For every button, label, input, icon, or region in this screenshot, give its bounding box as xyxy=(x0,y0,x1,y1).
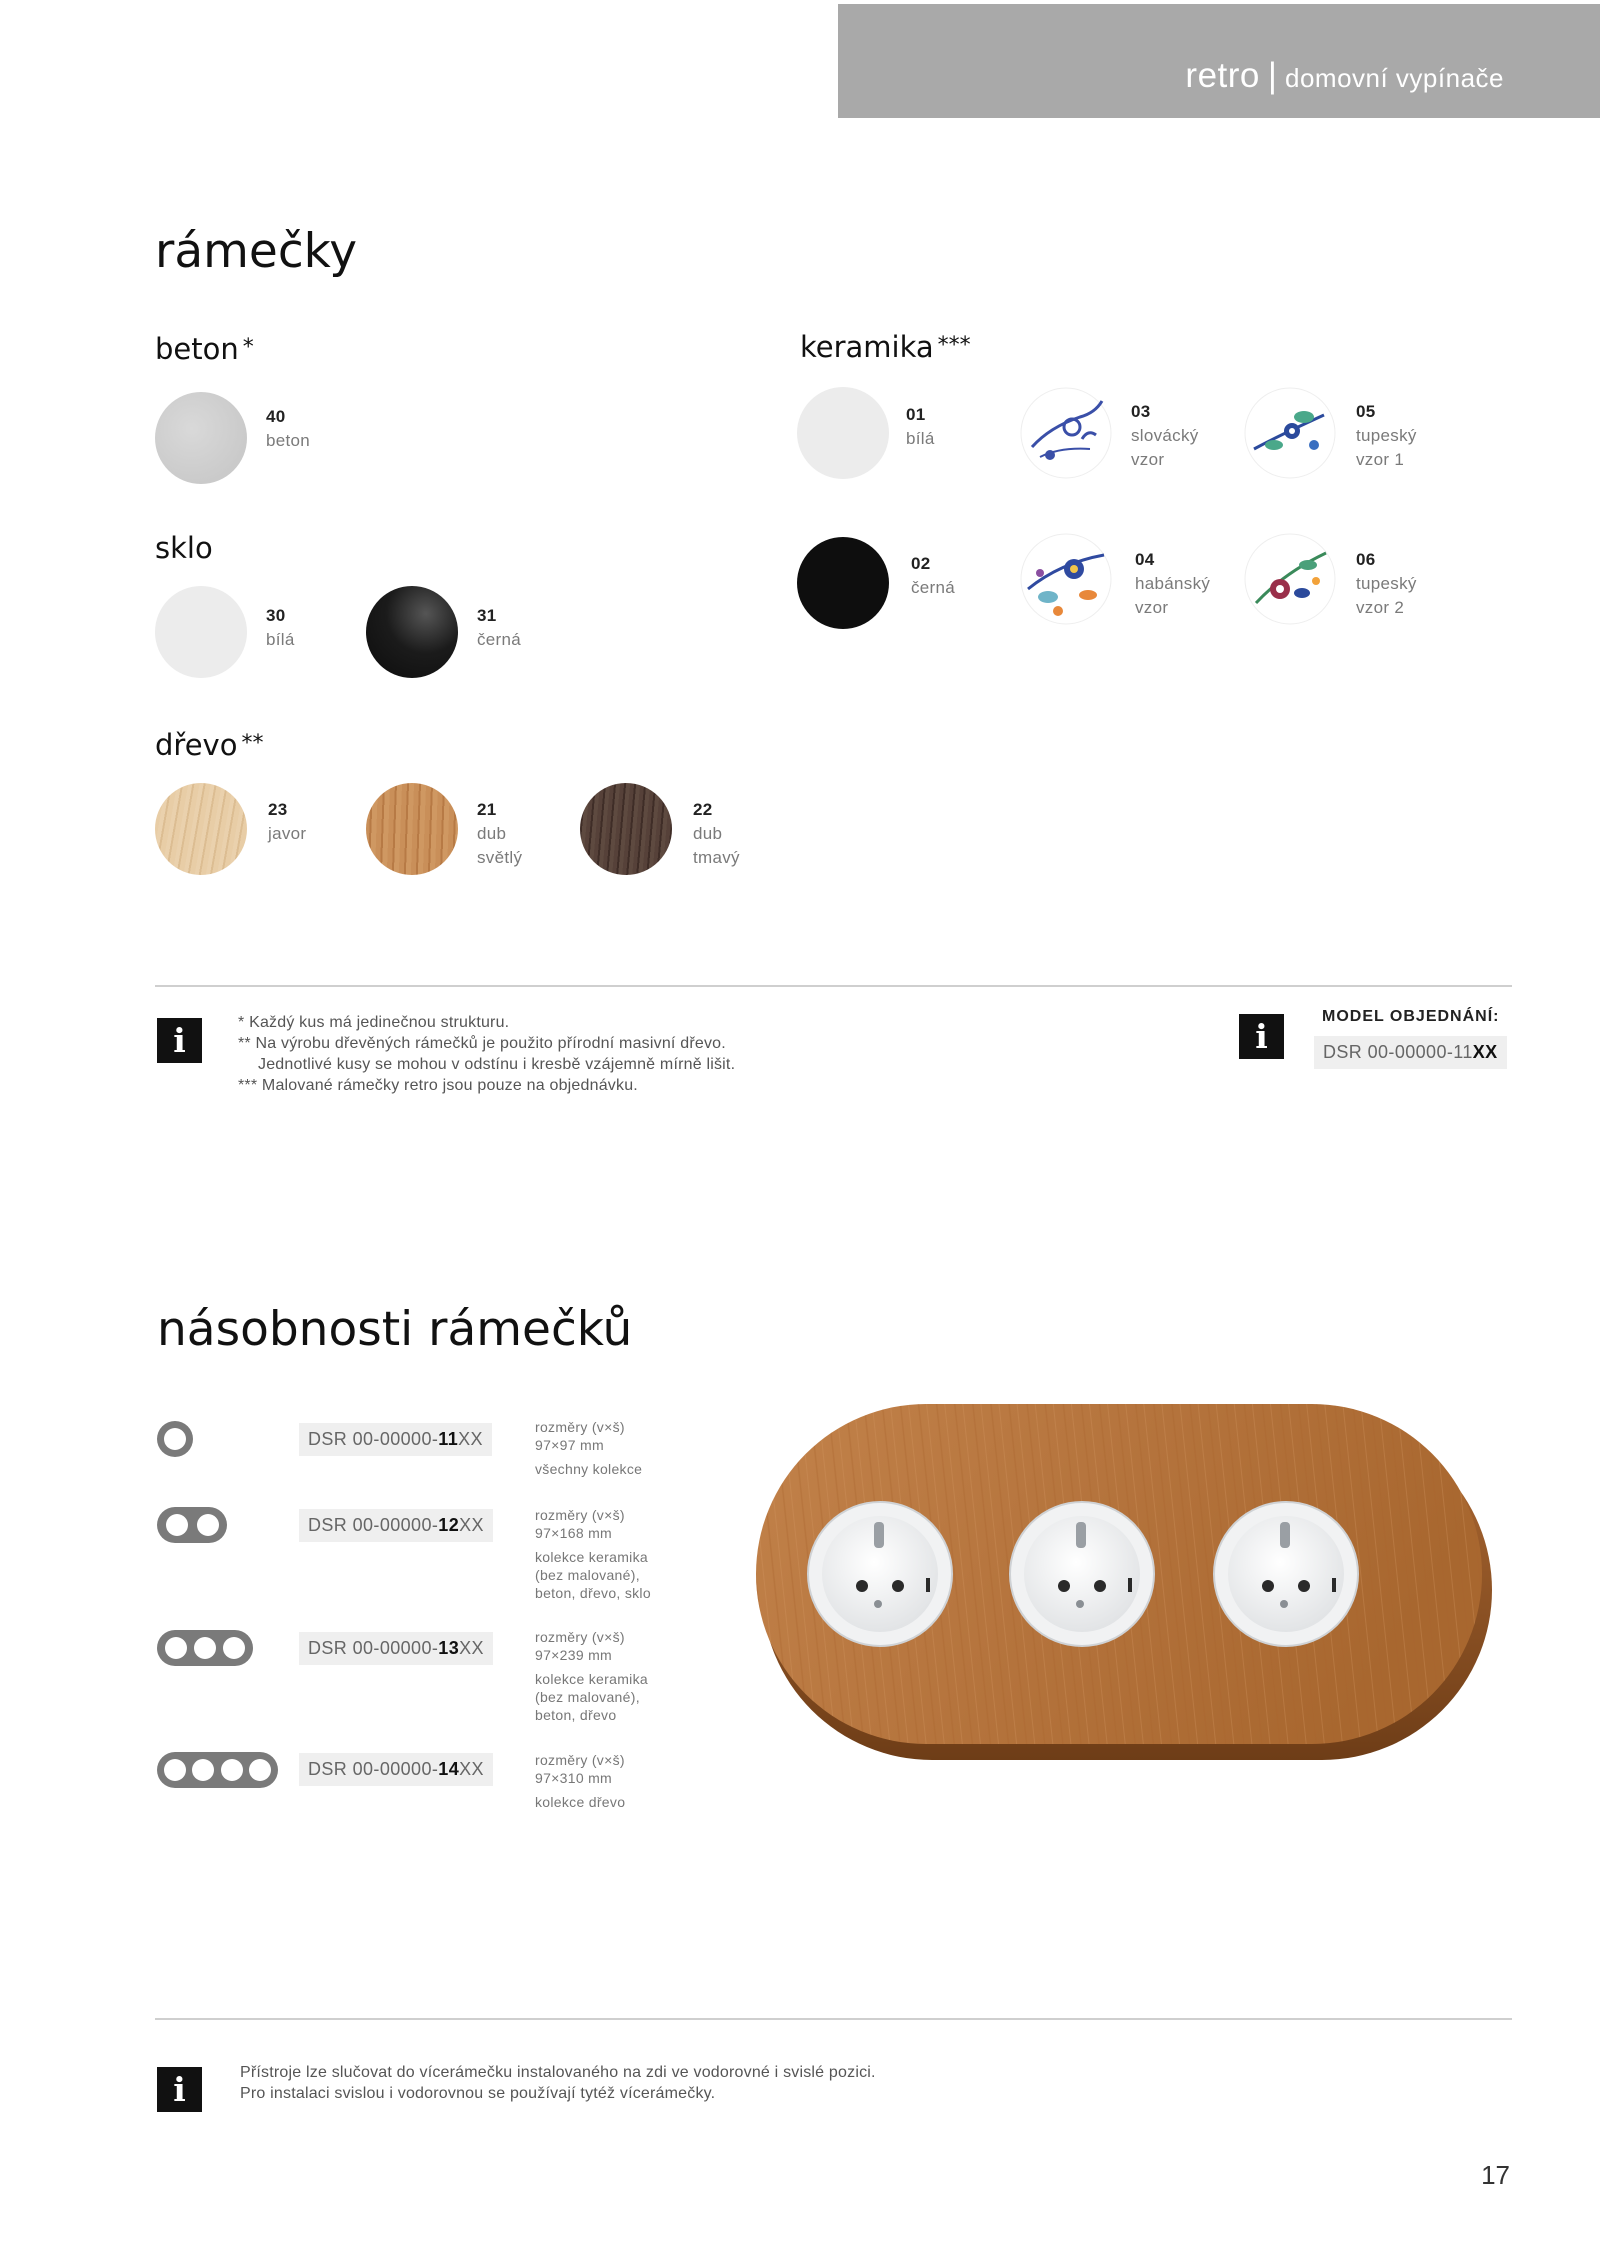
frame-4-icon xyxy=(157,1752,278,1788)
swatch-beton xyxy=(155,392,247,484)
swatch-label-keramika-04: 04 habánský vzor xyxy=(1135,550,1211,617)
swatch-keramika-06-pattern xyxy=(1244,533,1336,625)
section-heading-sklo: sklo xyxy=(155,531,213,565)
swatch-label-keramika-02: 02 černá xyxy=(911,554,956,597)
frame-spec-4: rozměry (v×š) 97×310 mm kolekce dřevo xyxy=(535,1752,626,1810)
swatch-label-sklo-black: 31 černá xyxy=(477,606,522,649)
swatch-keramika-03-pattern xyxy=(1020,387,1112,479)
multiple-row-1 xyxy=(157,1421,193,1457)
divider xyxy=(155,985,1512,987)
frame-3-icon xyxy=(157,1630,253,1666)
page-number: 17 xyxy=(1481,2160,1510,2190)
swatch-label-beton: 40 beton xyxy=(266,407,311,450)
frame-code-4: DSR 00-00000-14XX xyxy=(299,1753,493,1786)
swatch-drevo-dub-tmavy xyxy=(580,783,672,875)
swatch-label-drevo-dub-tmavy: 22 dub tmavý xyxy=(693,800,740,867)
frame-spec-2: rozměry (v×š) 97×168 mm kolekce keramika (bez malované), beton, dřevo, sklo xyxy=(535,1507,651,1601)
section-heading-beton: beton * xyxy=(155,332,254,366)
swatch-label-keramika-01: 01 bílá xyxy=(906,405,935,448)
frame-spec-3: rozměry (v×š) 97×239 mm kolekce keramika (bez malované), beton, dřevo xyxy=(535,1629,648,1723)
frame-2-icon xyxy=(157,1507,227,1543)
swatch-label-sklo-white: 30 bílá xyxy=(266,606,295,649)
section-heading-keramika: keramika *** xyxy=(800,330,971,364)
swatch-sklo-white xyxy=(155,586,247,678)
swatch-keramika-02 xyxy=(797,537,889,629)
swatch-keramika-04-pattern xyxy=(1020,533,1112,625)
installation-note: Přístroje lze slučovat do vícerámečku instalovaného na zdi ve vodorovné i svislé pozici. Pro instalaci svislou i vodorovnou se používají tytéž vícerámečky. xyxy=(240,2064,876,2102)
swatch-label-keramika-03: 03 slovácký vzor xyxy=(1131,402,1199,469)
header-brand: retro xyxy=(1185,56,1260,95)
section-title-multiples: násobnosti rámečků xyxy=(157,1302,633,1357)
frame-spec-1: rozměry (v×š) 97×97 mm všechny kolekce xyxy=(535,1419,643,1477)
product-photo-triple-socket-frame xyxy=(752,1398,1498,1774)
frame-code-1: DSR 00-00000-11XX xyxy=(299,1423,492,1456)
header-separator: | xyxy=(1267,56,1277,95)
frame-code-3: DSR 00-00000-13XX xyxy=(299,1632,493,1665)
frame-code-2: DSR 00-00000-12XX xyxy=(299,1509,493,1542)
info-icon: i xyxy=(157,2067,202,2112)
swatch-label-drevo-dub-svetly: 21 dub světlý xyxy=(477,800,523,867)
swatch-label-drevo-javor: 23 javor xyxy=(268,800,307,843)
swatch-drevo-dub-svetly xyxy=(366,783,458,875)
order-model-code: DSR 00-00000-11XX xyxy=(1314,1036,1507,1069)
order-model-label: MODEL OBJEDNÁNÍ: xyxy=(1322,1008,1500,1025)
swatch-drevo-javor xyxy=(155,783,247,875)
multiple-row-2 xyxy=(157,1507,227,1543)
multiple-row-3 xyxy=(157,1630,253,1666)
divider xyxy=(155,2018,1512,2020)
swatch-keramika-05-pattern xyxy=(1244,387,1336,479)
header-subtitle: domovní vypínače xyxy=(1284,63,1504,93)
frame-1-icon xyxy=(157,1421,193,1457)
swatch-label-keramika-05: 05 tupeský vzor 1 xyxy=(1356,402,1417,469)
swatch-label-keramika-06: 06 tupeský vzor 2 xyxy=(1356,550,1417,617)
swatch-keramika-01 xyxy=(797,387,889,479)
multiple-row-4 xyxy=(157,1752,278,1788)
header-title xyxy=(1185,56,1504,96)
footnotes: * Každý kus má jedinečnou strukturu. ** Na výrobu dřevěných rámečků je použito přírodní masivní dřevo. Jednotlivé kusy se mohou v odstínu i kresbě vzájemně mírně lišit. *** Malované rámečky retro jsou pouze na objednávku. xyxy=(238,1014,736,1094)
swatch-sklo-black xyxy=(366,586,458,678)
page-title: rámečky xyxy=(155,224,358,279)
section-heading-drevo: dřevo ** xyxy=(155,728,264,762)
info-icon: i xyxy=(1239,1014,1284,1059)
info-icon: i xyxy=(157,1018,202,1063)
